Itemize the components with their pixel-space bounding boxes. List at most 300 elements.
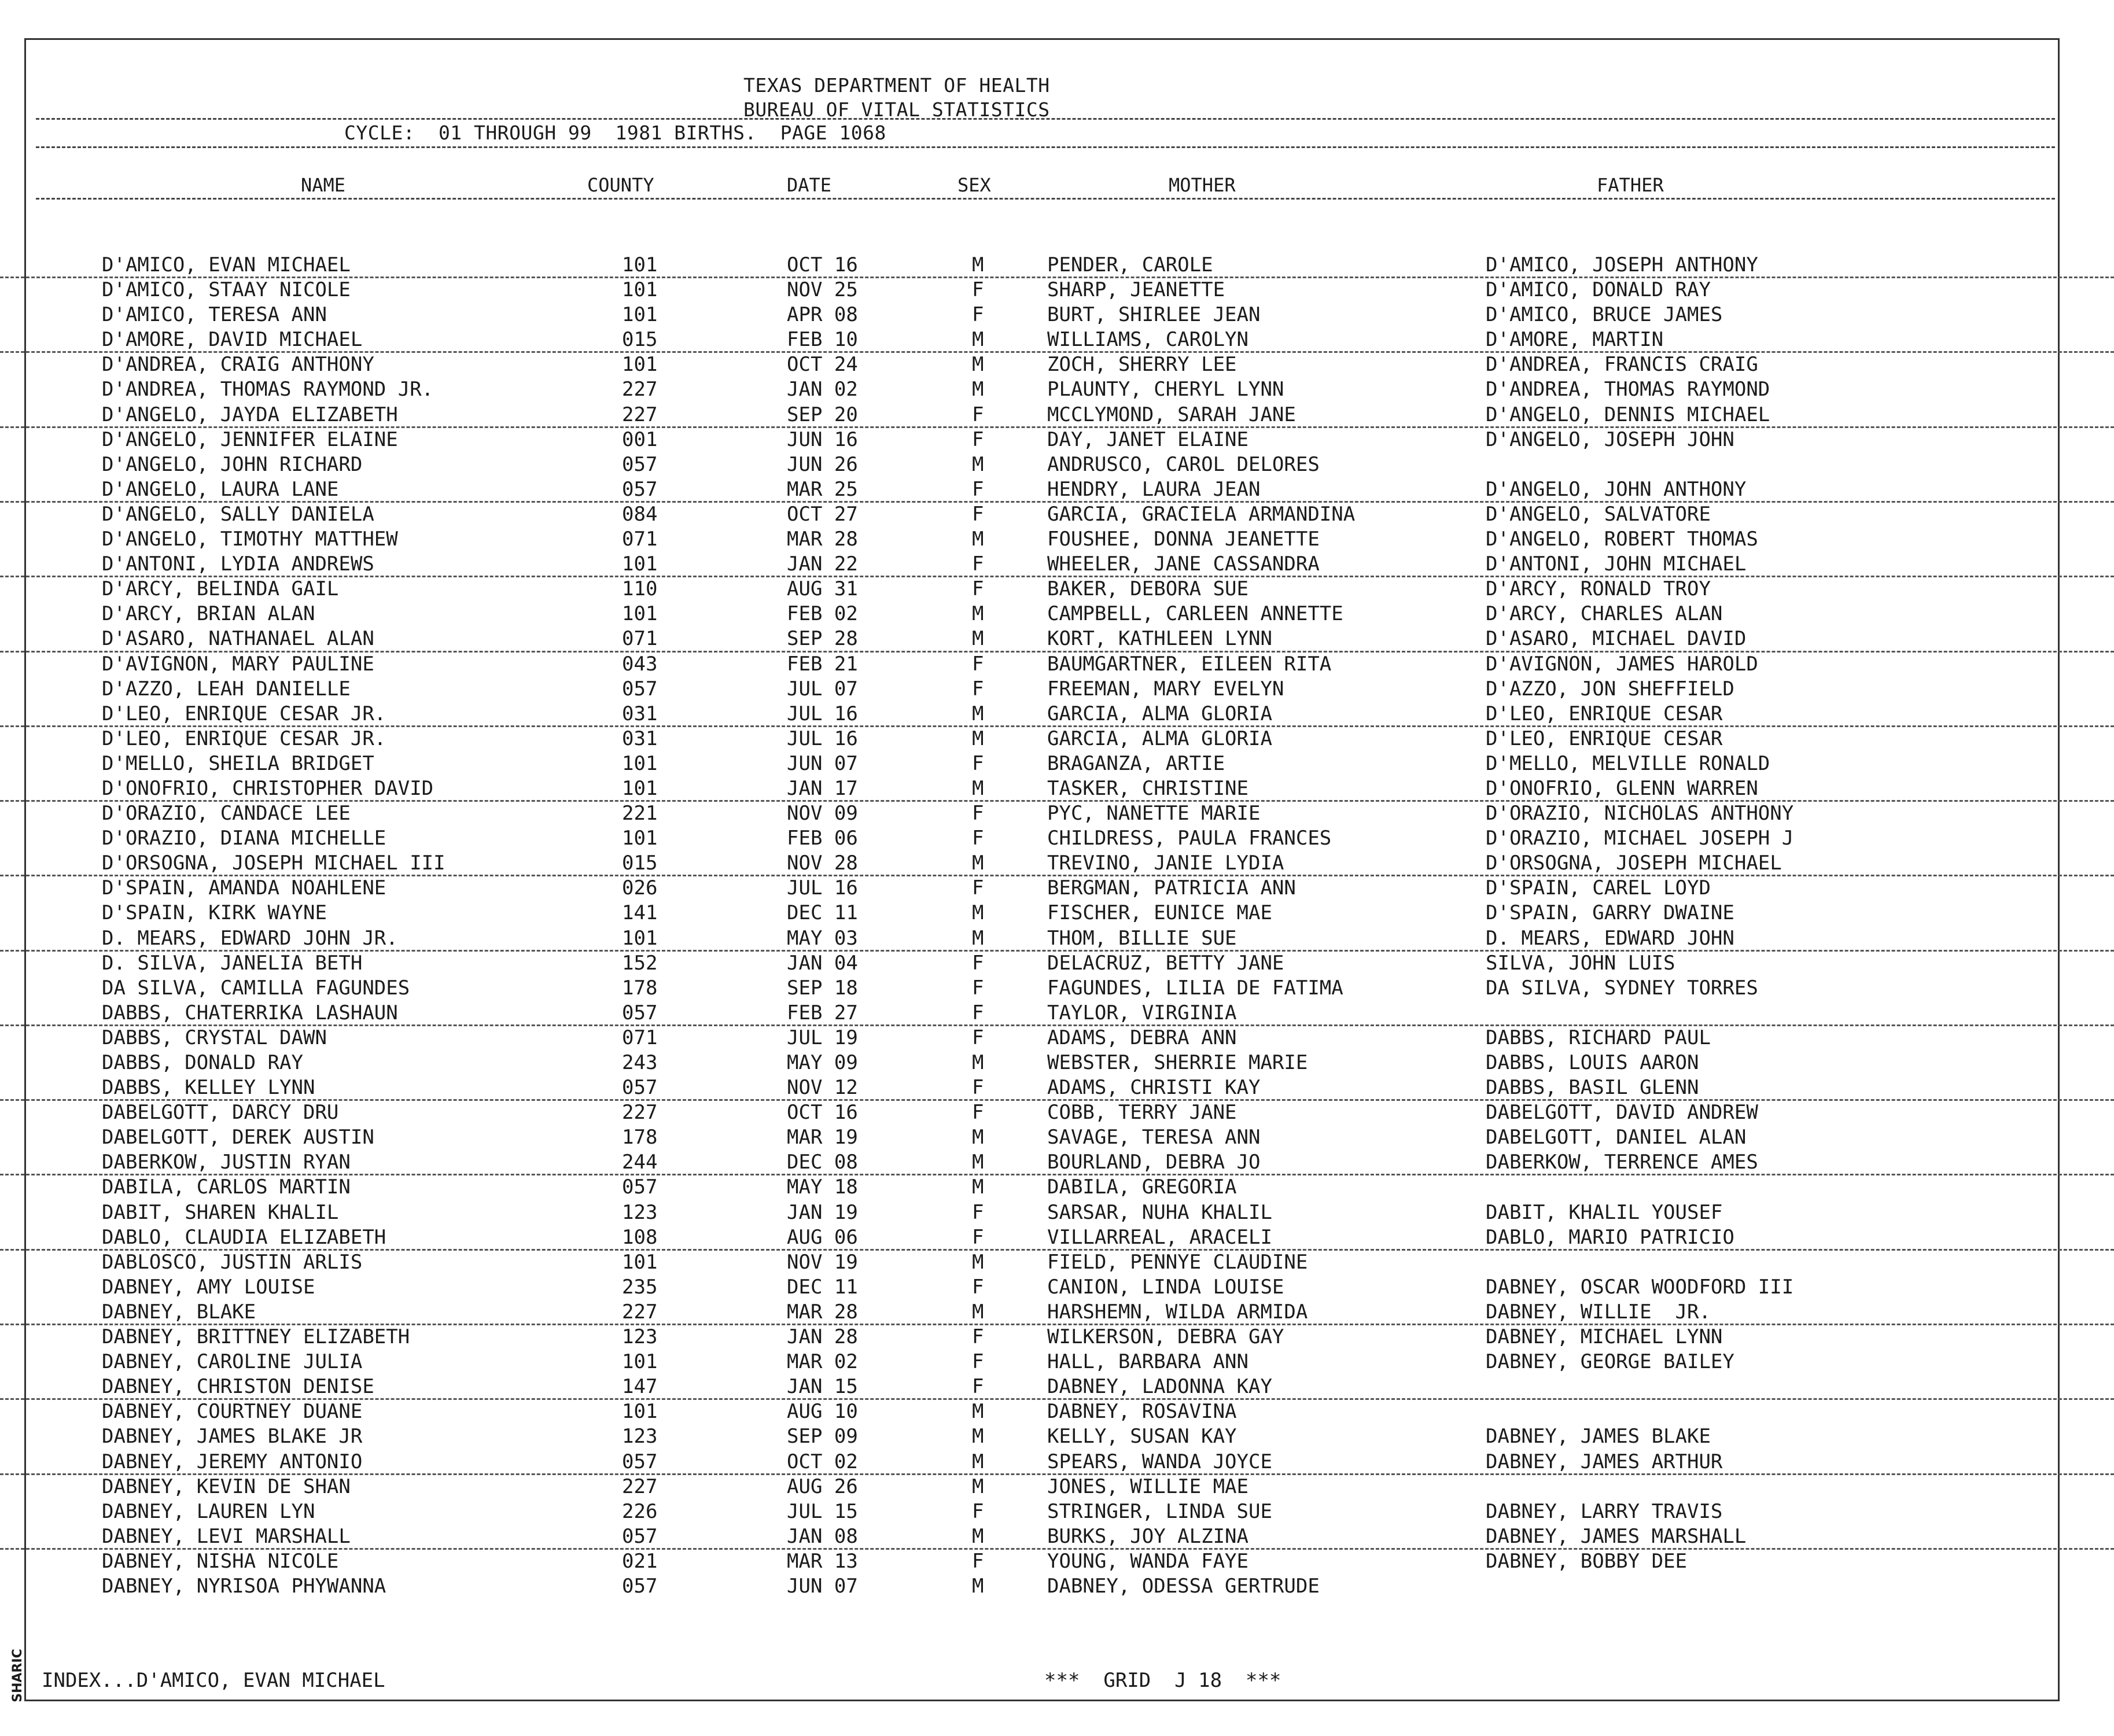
table-row (0, 253, 2114, 278)
cell-sex: F (972, 552, 984, 576)
cell-name: DABBS, KELLEY LYNN (102, 1076, 315, 1100)
cell-name: D'ANDREA, CRAIG ANTHONY (102, 353, 374, 377)
table-row (0, 1425, 2114, 1450)
cell-date: MAR 13 (787, 1549, 858, 1573)
cell-date: DEC 11 (787, 1275, 858, 1299)
birth-records-table (0, 253, 2114, 1599)
cell-name: DABNEY, NYRISOA PHYWANNA (102, 1574, 386, 1598)
cell-sex: F (972, 751, 984, 775)
cell-date: NOV 12 (787, 1076, 858, 1100)
bureau-title: BUREAU OF VITAL STATISTICS (743, 98, 1050, 121)
cell-sex: F (972, 1026, 984, 1049)
cell-date: MAR 28 (787, 1300, 858, 1324)
table-row (0, 727, 2114, 752)
cell-sex: M (972, 627, 984, 651)
cell-father: D'LEO, ENRIQUE CESAR (1486, 727, 1723, 750)
cell-sex: M (972, 253, 984, 277)
cell-name: D'ANGELO, JOHN RICHARD (102, 452, 363, 476)
cell-mother: SHARP, JEANETTE (1047, 278, 1225, 302)
cell-sex: F (972, 502, 984, 526)
cell-father: DABBS, BASIL GLENN (1486, 1076, 1699, 1100)
cell-sex: M (972, 452, 984, 476)
cell-father: D'ANGELO, DENNIS MICHAEL (1486, 403, 1770, 426)
table-row (0, 1151, 2114, 1175)
cell-county: 101 (622, 1250, 658, 1274)
cell-mother: WILKERSON, DEBRA GAY (1047, 1325, 1284, 1349)
table-row (0, 677, 2114, 702)
cell-mother: SAVAGE, TERESA ANN (1047, 1126, 1261, 1149)
cell-name: D'ARCY, BELINDA GAIL (102, 577, 339, 601)
cell-mother: FAGUNDES, LILIA DE FATIMA (1047, 976, 1343, 1000)
cell-father: D'ANGELO, JOHN ANTHONY (1486, 477, 1747, 501)
table-row (0, 1251, 2114, 1276)
cell-mother: FOUSHEE, DONNA JEANETTE (1047, 528, 1320, 551)
cell-date: SEP 09 (787, 1425, 858, 1448)
table-row (0, 952, 2114, 976)
cell-date: OCT 16 (787, 1101, 858, 1125)
cell-county: 235 (622, 1275, 658, 1299)
cell-date: FEB 10 (787, 328, 858, 352)
cell-name: DABBS, CRYSTAL DAWN (102, 1026, 327, 1049)
column-header-rule (36, 198, 2055, 200)
cell-father: DABBS, RICHARD PAUL (1486, 1026, 1711, 1049)
table-row (0, 702, 2114, 727)
cell-date: OCT 02 (787, 1450, 858, 1473)
cell-mother: COBB, TERRY JANE (1047, 1101, 1237, 1125)
cell-name: D'ARCY, BRIAN ALAN (102, 602, 315, 626)
cell-date: FEB 21 (787, 652, 858, 676)
agency-title: TEXAS DEPARTMENT OF HEALTH (743, 74, 1050, 97)
cell-county: 101 (622, 602, 658, 626)
cell-father: D'LEO, ENRIQUE CESAR (1486, 702, 1723, 725)
cell-mother: SPEARS, WANDA JOYCE (1047, 1450, 1272, 1473)
cell-sex: F (972, 577, 984, 601)
cell-mother: BAKER, DEBORA SUE (1047, 577, 1248, 601)
cell-name: D'AVIGNON, MARY PAULINE (102, 652, 374, 676)
table-row (0, 1076, 2114, 1101)
cell-county: 057 (622, 1574, 658, 1598)
cell-date: JUL 15 (787, 1499, 858, 1523)
table-row (0, 528, 2114, 552)
cell-county: 101 (622, 751, 658, 775)
cell-date: NOV 28 (787, 852, 858, 875)
cell-name: D'ASARO, NATHANAEL ALAN (102, 627, 374, 651)
cell-sex: F (972, 1375, 984, 1399)
cell-name: D'LEO, ENRIQUE CESAR JR. (102, 727, 386, 750)
cell-date: MAY 03 (787, 926, 858, 950)
cell-name: D'ANTONI, LYDIA ANDREWS (102, 552, 374, 576)
index-footer: INDEX...D'AMICO, EVAN MICHAEL (42, 1669, 385, 1692)
cell-sex: M (972, 1475, 984, 1498)
cell-mother: PENDER, CAROLE (1047, 253, 1213, 277)
cell-name: D'LEO, ENRIQUE CESAR JR. (102, 702, 386, 725)
cell-date: JAN 22 (787, 552, 858, 576)
cell-father: SILVA, JOHN LUIS (1486, 951, 1675, 975)
cell-mother: DABNEY, LADONNA KAY (1047, 1375, 1272, 1399)
cell-date: JAN 02 (787, 378, 858, 401)
table-row (0, 1276, 2114, 1300)
cell-date: JUN 07 (787, 1574, 858, 1598)
cell-county: 071 (622, 528, 658, 551)
cell-county: 026 (622, 876, 658, 900)
cell-father: DABNEY, WILLIE JR. (1486, 1300, 1711, 1324)
cell-county: 057 (622, 1001, 658, 1024)
cell-mother: ANDRUSCO, CAROL DELORES (1047, 452, 1320, 476)
table-row (0, 1300, 2114, 1325)
table-row (0, 378, 2114, 403)
cell-sex: F (972, 677, 984, 701)
cell-sex: F (972, 403, 984, 426)
cell-father: D'ONOFRIO, GLENN WARREN (1486, 776, 1758, 800)
cell-county: 101 (622, 552, 658, 576)
cell-name: D. SILVA, JANELIA BETH (102, 951, 363, 975)
cell-county: 226 (622, 1499, 658, 1523)
cell-county: 101 (622, 776, 658, 800)
cell-mother: DELACRUZ, BETTY JANE (1047, 951, 1284, 975)
cell-name: DABNEY, LAUREN LYN (102, 1499, 315, 1523)
cell-name: D'SPAIN, AMANDA NOAHLENE (102, 876, 386, 900)
table-row (0, 802, 2114, 827)
cell-county: 152 (622, 951, 658, 975)
cell-father: DABNEY, GEORGE BAILEY (1486, 1350, 1734, 1374)
cell-date: JAN 08 (787, 1524, 858, 1548)
cell-county: 015 (622, 852, 658, 875)
cell-name: D'ANGELO, JENNIFER ELAINE (102, 427, 398, 451)
table-row (0, 1350, 2114, 1375)
cell-date: MAR 25 (787, 477, 858, 501)
cell-county: 031 (622, 727, 658, 750)
cell-county: 057 (622, 452, 658, 476)
cell-father: D'ORSOGNA, JOSEPH MICHAEL (1486, 852, 1782, 875)
cell-mother: STRINGER, LINDA SUE (1047, 1499, 1272, 1523)
table-row (0, 428, 2114, 453)
cell-date: JAN 28 (787, 1325, 858, 1349)
table-row (0, 976, 2114, 1001)
cell-date: APR 08 (787, 303, 858, 327)
cell-date: DEC 08 (787, 1151, 858, 1174)
cell-father: D'MELLO, MELVILLE RONALD (1486, 751, 1770, 775)
table-row (0, 876, 2114, 901)
cell-mother: THOM, BILLIE SUE (1047, 926, 1237, 950)
cell-mother: FISCHER, EUNICE MAE (1047, 901, 1272, 925)
table-row (0, 478, 2114, 503)
cell-mother: TREVINO, JANIE LYDIA (1047, 852, 1284, 875)
cell-sex: M (972, 1450, 984, 1473)
cell-county: 108 (622, 1225, 658, 1249)
cell-sex: M (972, 776, 984, 800)
cell-county: 227 (622, 403, 658, 426)
cell-name: DABNEY, LEVI MARSHALL (102, 1524, 351, 1548)
cell-date: JUL 16 (787, 702, 858, 725)
cell-mother: PLAUNTY, CHERYL LYNN (1047, 378, 1284, 401)
cell-sex: M (972, 1250, 984, 1274)
cell-date: JAN 17 (787, 776, 858, 800)
table-row (0, 1001, 2114, 1026)
cell-name: DABNEY, BLAKE (102, 1300, 256, 1324)
cell-name: DABNEY, CHRISTON DENISE (102, 1375, 374, 1399)
cell-county: 101 (622, 1400, 658, 1424)
cell-sex: M (972, 602, 984, 626)
cell-name: DABNEY, KEVIN DE SHAN (102, 1475, 351, 1498)
cell-sex: F (972, 477, 984, 501)
table-row (0, 1026, 2114, 1051)
cell-father: D'ARCY, RONALD TROY (1486, 577, 1711, 601)
cell-mother: BURKS, JOY ALZINA (1047, 1524, 1248, 1548)
table-row (0, 1175, 2114, 1200)
cell-father: DABELGOTT, DAVID ANDREW (1486, 1101, 1758, 1125)
cell-sex: F (972, 427, 984, 451)
table-row (0, 627, 2114, 652)
cell-date: JAN 19 (787, 1200, 858, 1224)
cell-county: 043 (622, 652, 658, 676)
cell-name: D'ORSOGNA, JOSEPH MICHAEL III (102, 852, 445, 875)
cell-name: D'ANGELO, SALLY DANIELA (102, 502, 374, 526)
cell-mother: YOUNG, WANDA FAYE (1047, 1549, 1248, 1573)
cell-father: D'ANTONI, JOHN MICHAEL (1486, 552, 1747, 576)
cell-county: 243 (622, 1051, 658, 1074)
cell-sex: F (972, 1325, 984, 1349)
table-row (0, 353, 2114, 378)
cell-sex: F (972, 303, 984, 327)
table-row (0, 1575, 2114, 1599)
cell-name: DABNEY, NISHA NICOLE (102, 1549, 339, 1573)
cell-county: 001 (622, 427, 658, 451)
cell-date: AUG 06 (787, 1225, 858, 1249)
cell-father: D'ASARO, MICHAEL DAVID (1486, 627, 1747, 651)
column-header-county: COUNTY (587, 174, 654, 196)
table-row (0, 1525, 2114, 1550)
cell-name: D'AMICO, TERESA ANN (102, 303, 327, 327)
side-mark (1, 1649, 25, 1702)
cell-sex: F (972, 278, 984, 302)
cell-county: 101 (622, 1350, 658, 1374)
cell-date: JUL 16 (787, 727, 858, 750)
cell-date: AUG 31 (787, 577, 858, 601)
table-row (0, 1500, 2114, 1525)
table-row (0, 577, 2114, 602)
cell-sex: F (972, 976, 984, 1000)
table-row (0, 777, 2114, 802)
column-header-sex: SEX (957, 174, 991, 196)
table-row (0, 1450, 2114, 1475)
cell-county: 031 (622, 702, 658, 725)
cell-mother: GARCIA, ALMA GLORIA (1047, 702, 1272, 725)
cell-mother: DABILA, GREGORIA (1047, 1175, 1237, 1199)
cell-father: D'ANGELO, JOSEPH JOHN (1486, 427, 1734, 451)
cell-father: D'ANDREA, FRANCIS CRAIG (1486, 353, 1758, 377)
cell-name: D'ONOFRIO, CHRISTOPHER DAVID (102, 776, 434, 800)
cell-date: SEP 18 (787, 976, 858, 1000)
table-row (0, 278, 2114, 303)
cell-father: D'ANDREA, THOMAS RAYMOND (1486, 378, 1770, 401)
cell-county: 178 (622, 1126, 658, 1149)
cell-sex: M (972, 1574, 984, 1598)
table-row (0, 453, 2114, 478)
cell-name: DABIT, SHAREN KHALIL (102, 1200, 339, 1224)
cell-county: 123 (622, 1325, 658, 1349)
cell-name: D. MEARS, EDWARD JOHN JR. (102, 926, 398, 950)
table-row (0, 827, 2114, 852)
cell-date: MAR 28 (787, 528, 858, 551)
cell-date: FEB 02 (787, 602, 858, 626)
cell-sex: M (972, 328, 984, 352)
cell-mother: BOURLAND, DEBRA JO (1047, 1151, 1261, 1174)
cell-father: D'AZZO, JON SHEFFIELD (1486, 677, 1734, 701)
cell-sex: M (972, 901, 984, 925)
cell-sex: M (972, 1524, 984, 1548)
cell-date: AUG 26 (787, 1475, 858, 1498)
cell-county: 221 (622, 802, 658, 825)
cell-father: D'AMICO, JOSEPH ANTHONY (1486, 253, 1758, 277)
cell-mother: GARCIA, ALMA GLORIA (1047, 727, 1272, 750)
table-row (0, 1550, 2114, 1575)
cell-name: D'ORAZIO, DIANA MICHELLE (102, 827, 386, 850)
cell-date: JUL 16 (787, 876, 858, 900)
table-row (0, 901, 2114, 926)
cell-name: DABNEY, AMY LOUISE (102, 1275, 315, 1299)
cell-father: D'ORAZIO, MICHAEL JOSEPH J (1486, 827, 1794, 850)
cell-county: 227 (622, 1300, 658, 1324)
cell-name: D'AMICO, STAAY NICOLE (102, 278, 351, 302)
cell-date: JAN 04 (787, 951, 858, 975)
cell-name: DABNEY, COURTNEY DUANE (102, 1400, 363, 1424)
cell-name: D'ORAZIO, CANDACE LEE (102, 802, 351, 825)
cell-date: FEB 27 (787, 1001, 858, 1024)
cell-county: 057 (622, 477, 658, 501)
cell-sex: F (972, 951, 984, 975)
cell-name: DABERKOW, JUSTIN RYAN (102, 1151, 351, 1174)
cell-date: OCT 27 (787, 502, 858, 526)
cell-sex: M (972, 353, 984, 377)
cell-mother: WEBSTER, SHERRIE MARIE (1047, 1051, 1308, 1074)
cell-sex: M (972, 1151, 984, 1174)
cell-father: DABIT, KHALIL YOUSEF (1486, 1200, 1723, 1224)
cell-county: 015 (622, 328, 658, 352)
cell-sex: F (972, 1499, 984, 1523)
cell-father: DABNEY, MICHAEL LYNN (1486, 1325, 1723, 1349)
cell-father: D'ORAZIO, NICHOLAS ANTHONY (1486, 802, 1794, 825)
cell-sex: F (972, 1001, 984, 1024)
table-row (0, 653, 2114, 677)
table-row (0, 1375, 2114, 1400)
cell-sex: M (972, 1400, 984, 1424)
cell-mother: SARSAR, NUHA KHALIL (1047, 1200, 1272, 1224)
cell-sex: F (972, 1275, 984, 1299)
cell-mother: PYC, NANETTE MARIE (1047, 802, 1261, 825)
cell-name: D'AZZO, LEAH DANIELLE (102, 677, 351, 701)
table-row (0, 1400, 2114, 1425)
cell-father: D'AMICO, DONALD RAY (1486, 278, 1711, 302)
cell-father: DA SILVA, SYDNEY TORRES (1486, 976, 1758, 1000)
cell-date: OCT 24 (787, 353, 858, 377)
cell-sex: F (972, 827, 984, 850)
cell-date: NOV 09 (787, 802, 858, 825)
table-row (0, 1201, 2114, 1226)
table-row (0, 403, 2114, 428)
cell-father: DABNEY, JAMES MARSHALL (1486, 1524, 1747, 1548)
cell-county: 101 (622, 353, 658, 377)
cell-name: DABELGOTT, DARCY DRU (102, 1101, 339, 1125)
cell-father: D'SPAIN, CAREL LOYD (1486, 876, 1711, 900)
cell-father: D. MEARS, EDWARD JOHN (1486, 926, 1734, 950)
cell-date: MAR 19 (787, 1126, 858, 1149)
cell-county: 227 (622, 1101, 658, 1125)
cell-sex: M (972, 1300, 984, 1324)
cell-mother: MCCLYMOND, SARAH JANE (1047, 403, 1296, 426)
cell-mother: BURT, SHIRLEE JEAN (1047, 303, 1261, 327)
cell-name: D'ANGELO, TIMOTHY MATTHEW (102, 528, 398, 551)
cell-county: 110 (622, 577, 658, 601)
side-mark-text: SHARIC (10, 1649, 25, 1702)
cell-county: 227 (622, 378, 658, 401)
cell-name: D'AMICO, EVAN MICHAEL (102, 253, 351, 277)
cell-county: 071 (622, 1026, 658, 1049)
cell-county: 147 (622, 1375, 658, 1399)
cell-county: 101 (622, 827, 658, 850)
cell-name: DABBS, CHATERRIKA LASHAUN (102, 1001, 398, 1024)
cell-sex: M (972, 852, 984, 875)
cell-name: DABELGOTT, DEREK AUSTIN (102, 1126, 374, 1149)
cell-sex: F (972, 1225, 984, 1249)
table-row (0, 1101, 2114, 1126)
cell-mother: BERGMAN, PATRICIA ANN (1047, 876, 1296, 900)
cell-mother: TAYLOR, VIRGINIA (1047, 1001, 1237, 1024)
cell-name: DABNEY, JEREMY ANTONIO (102, 1450, 363, 1473)
cell-mother: BAUMGARTNER, EILEEN RITA (1047, 652, 1332, 676)
cell-sex: F (972, 652, 984, 676)
cell-date: JAN 15 (787, 1375, 858, 1399)
cell-mother: CANION, LINDA LOUISE (1047, 1275, 1284, 1299)
cell-date: MAY 09 (787, 1051, 858, 1074)
cell-sex: F (972, 1101, 984, 1125)
cell-mother: VILLARREAL, ARACELI (1047, 1225, 1272, 1249)
table-row (0, 927, 2114, 952)
cell-mother: WILLIAMS, CAROLYN (1047, 328, 1248, 352)
table-row (0, 1051, 2114, 1076)
cell-county: 101 (622, 278, 658, 302)
cell-county: 084 (622, 502, 658, 526)
cell-county: 244 (622, 1151, 658, 1174)
cell-father: DABNEY, OSCAR WOODFORD III (1486, 1275, 1794, 1299)
cell-sex: F (972, 1350, 984, 1374)
cell-father: D'ANGELO, SALVATORE (1486, 502, 1711, 526)
cell-county: 101 (622, 303, 658, 327)
cell-mother: ADAMS, DEBRA ANN (1047, 1026, 1237, 1049)
cell-father: DABLO, MARIO PATRICIO (1486, 1225, 1734, 1249)
cell-father: DABNEY, JAMES BLAKE (1486, 1425, 1711, 1448)
column-header-date: DATE (787, 174, 832, 196)
cell-mother: FREEMAN, MARY EVELYN (1047, 677, 1284, 701)
cell-name: DA SILVA, CAMILLA FAGUNDES (102, 976, 410, 1000)
cell-name: D'ANGELO, LAURA LANE (102, 477, 339, 501)
cell-father: DABBS, LOUIS AARON (1486, 1051, 1699, 1074)
cell-mother: HALL, BARBARA ANN (1047, 1350, 1248, 1374)
cell-name: DABILA, CARLOS MARTIN (102, 1175, 351, 1199)
cell-mother: KELLY, SUSAN KAY (1047, 1425, 1237, 1448)
table-row (0, 503, 2114, 528)
cell-mother: HENDRY, LAURA JEAN (1047, 477, 1261, 501)
cell-county: 057 (622, 1175, 658, 1199)
cell-county: 057 (622, 1076, 658, 1100)
cell-father: D'AVIGNON, JAMES HAROLD (1486, 652, 1758, 676)
cell-date: NOV 25 (787, 278, 858, 302)
cell-county: 141 (622, 901, 658, 925)
cell-date: JUL 07 (787, 677, 858, 701)
cell-date: DEC 11 (787, 901, 858, 925)
cell-county: 071 (622, 627, 658, 651)
cell-mother: JONES, WILLIE MAE (1047, 1475, 1248, 1498)
cell-date: NOV 19 (787, 1250, 858, 1274)
